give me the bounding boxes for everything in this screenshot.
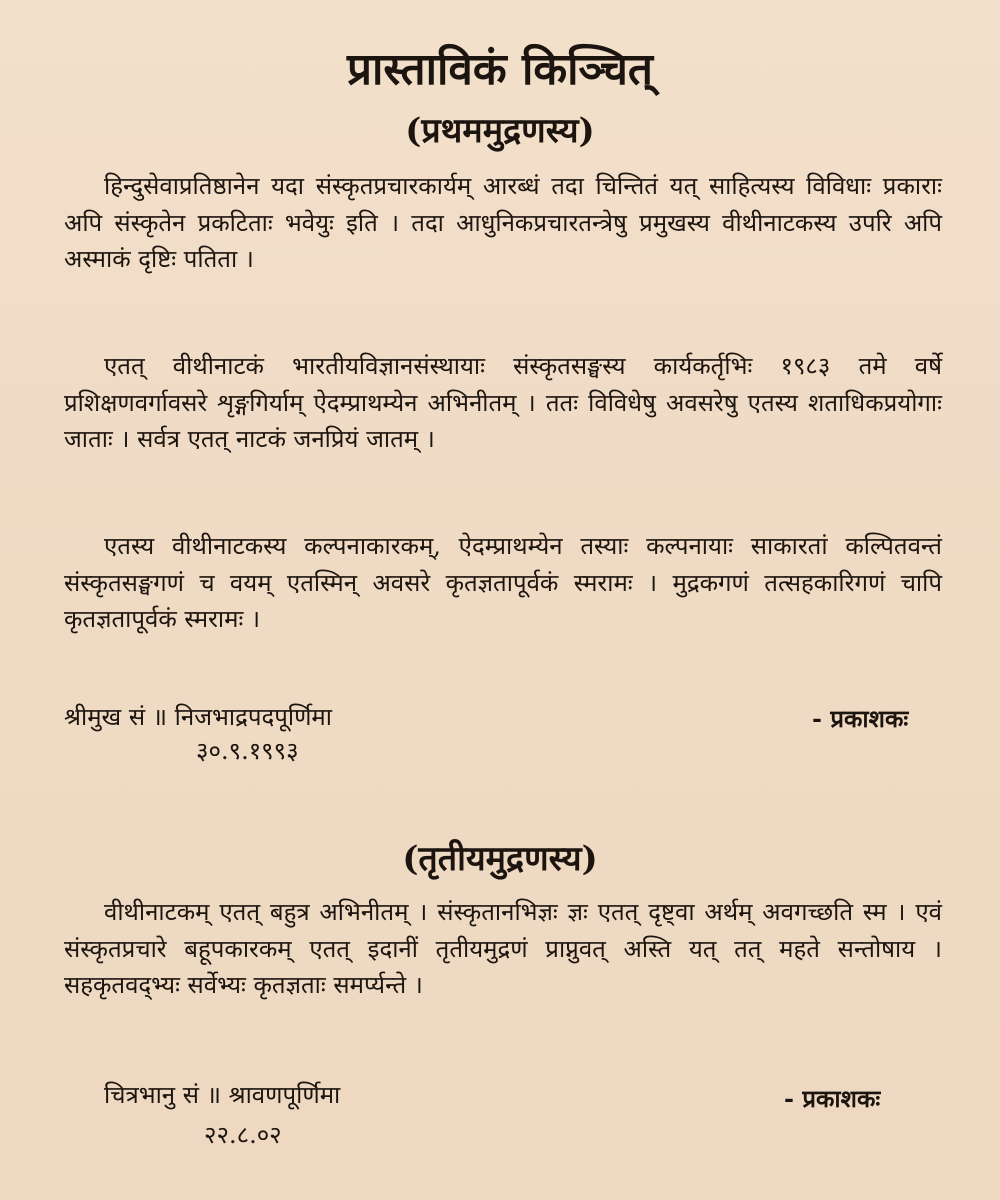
first-edition-paragraph-2: एतत् वीथीनाटकं भारतीयविज्ञानसंस्थायाः संस्कृतसङ्घस्य कार्यकर्तृभिः १९८३ तमे वर्षे प्रशिक्षणवर्गावसरे शृङ्गगिर्याम् ऐदम्प्राथम्येन अभिनीतम् । ततः विविधेषु अवसरेषु एतस्य शताधिकप्रयोगाः जाताः । सर्वत्र एतत् नाटकं जनप्रियं जातम् । <box>64 352 942 453</box>
third-edition-date: २२.८.०२ <box>204 1121 282 1149</box>
third-edition-publisher: - प्रकाशकः <box>784 1084 881 1113</box>
third-edition-signature-line: चित्रभानु सं ॥ श्रावणपूर्णिमा <box>104 1081 341 1109</box>
first-edition-paragraph-1: हिन्दुसेवाप्रतिष्ठानेन यदा संस्कृतप्रचारकार्यम् आरब्धं तदा चिन्तितं यत् साहित्यस्य विविधाः प्रकाराः अपि संस्कृतेन प्रकटिताः भवेयुः इति । तदा आधुनिकप्रचारतन्त्रेषु प्रमुखस्य वीथीनाटकस्य उपरि अपि अस्माकं दृष्टिः पतिता । <box>64 172 942 273</box>
first-edition-publisher: - प्रकाशकः <box>812 704 909 733</box>
first-edition-date: ३०.९.१९९३ <box>196 737 299 765</box>
first-edition-signature-line: श्रीमुख सं ॥ निजभाद्रपदपूर्णिमा <box>64 703 332 731</box>
first-edition-heading: (प्रथममुद्रणस्य) <box>405 111 595 151</box>
third-edition-paragraph: वीथीनाटकम् एतत् बहुत्र अभिनीतम् । संस्कृतानभिज्ञः ज्ञः एतत् दृष्ट्वा अर्थम् अवगच्छति स्म । एवं संस्कृतप्रचारे बहूपकारकम् एतत् इदानीं तृतीयमुद्रणं प्राप्नुवत् अस्ति यत् तत् महते सन्तोषाय । सहकृतवद्भ्यः सर्वेभ्यः कृतज्ञताः समर्प्यन्ते । <box>64 898 942 999</box>
page-title: प्रास्ताविकं किञ्चित् <box>346 44 654 95</box>
first-edition-paragraph-3: एतस्य वीथीनाटकस्य कल्पनाकारकम्, ऐदम्प्राथम्येन तस्याः कल्पनायाः साकारतां कल्पितवन्तं संस्कृतसङ्घगणं च वयम् एतस्मिन् अवसरे कृतज्ञतापूर्वकं स्मरामः । मुद्रकगणं तत्सहकारिगणं चापि कृतज्ञतापूर्वकं स्मरामः । <box>64 532 942 633</box>
third-edition-heading: (तृतीयमुद्रणस्य) <box>402 839 598 879</box>
